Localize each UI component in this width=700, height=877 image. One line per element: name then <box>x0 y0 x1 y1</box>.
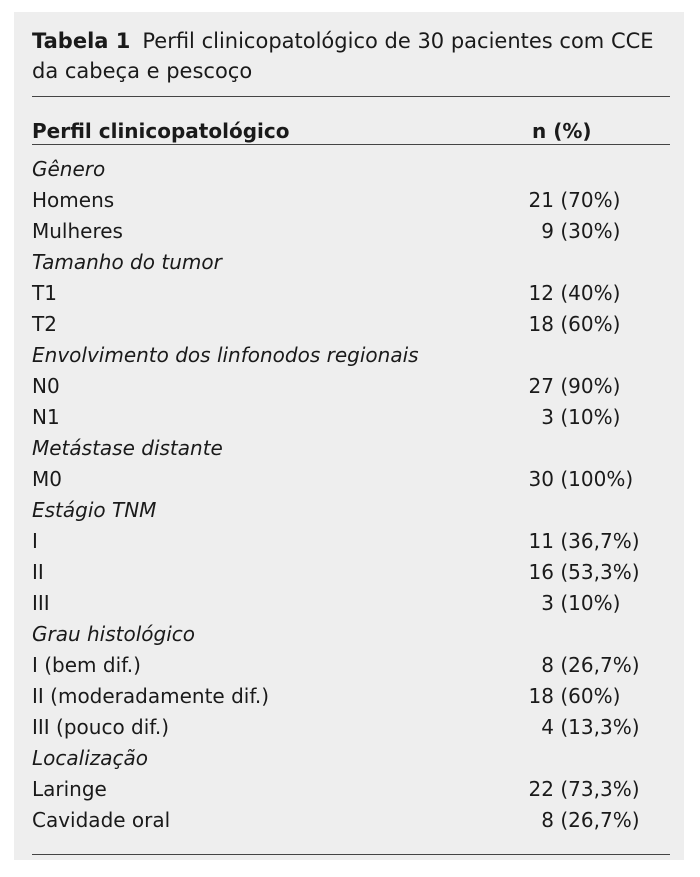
row-percent: (10%) <box>560 405 621 429</box>
table-row <box>32 185 670 216</box>
row-value <box>492 712 640 743</box>
row-label: M0 <box>32 467 62 491</box>
row-label: II <box>32 560 44 584</box>
row-label: I <box>32 529 38 553</box>
group-heading <box>32 495 670 526</box>
row-percent: (100%) <box>560 467 634 491</box>
row-percent: (53,3%) <box>560 560 640 584</box>
row-count: 30 <box>528 467 554 491</box>
row-label: T1 <box>32 281 57 305</box>
row-percent: (40%) <box>560 281 621 305</box>
table-caption <box>32 26 672 86</box>
row-percent: (73,3%) <box>560 777 640 801</box>
group-label: Metástase distante <box>32 436 223 460</box>
row-percent: (10%) <box>560 591 621 615</box>
caption-text: Perfil clinicopatológico de 30 pacientes com CCE da cabeça e pescoço <box>32 29 654 83</box>
group-label: Tamanho do tumor <box>32 250 222 274</box>
group-heading <box>32 433 670 464</box>
table-row <box>32 805 670 836</box>
row-value <box>492 681 632 712</box>
row-percent: (30%) <box>560 219 621 243</box>
row-value <box>492 464 632 495</box>
row-count: 8 <box>541 653 554 677</box>
row-value <box>492 216 632 247</box>
row-label: N0 <box>32 374 60 398</box>
row-count: 3 <box>541 591 554 615</box>
table-row <box>32 681 670 712</box>
row-label: II (moderadamente dif.) <box>32 684 270 708</box>
group-heading <box>32 247 670 278</box>
table-header <box>32 116 670 146</box>
row-value <box>492 309 632 340</box>
table-row <box>32 278 670 309</box>
row-percent: (60%) <box>560 684 621 708</box>
table-row <box>32 464 670 495</box>
row-count: 27 <box>528 374 554 398</box>
table-row <box>32 774 670 805</box>
group-label: Localização <box>32 746 148 770</box>
caption-label: Tabela 1 <box>32 29 131 53</box>
row-percent: (26,7%) <box>560 808 640 832</box>
row-percent: (60%) <box>560 312 621 336</box>
row-value <box>492 650 640 681</box>
group-label: Gênero <box>32 157 106 181</box>
row-count: 18 <box>528 312 554 336</box>
header-profile: Perfil clinicopatológico <box>32 119 290 143</box>
header-n-percent: n (%) <box>532 119 592 143</box>
table-row <box>32 526 670 557</box>
row-label: III (pouco dif.) <box>32 715 170 739</box>
row-value <box>492 557 640 588</box>
row-count: 3 <box>541 405 554 429</box>
row-count: 8 <box>541 808 554 832</box>
row-percent: (36,7%) <box>560 529 640 553</box>
row-value <box>492 278 632 309</box>
row-value <box>492 402 632 433</box>
table-row <box>32 216 670 247</box>
row-label: Homens <box>32 188 115 212</box>
table-row <box>32 402 670 433</box>
row-percent: (90%) <box>560 374 621 398</box>
row-count: 4 <box>541 715 554 739</box>
row-count: 9 <box>541 219 554 243</box>
row-count: 16 <box>528 560 554 584</box>
bottom-rule <box>32 854 670 855</box>
row-label: N1 <box>32 405 60 429</box>
row-count: 12 <box>528 281 554 305</box>
table-row <box>32 557 670 588</box>
header-rule <box>32 144 670 145</box>
row-percent: (70%) <box>560 188 621 212</box>
table-row <box>32 371 670 402</box>
row-count: 11 <box>528 529 554 553</box>
table-panel <box>14 12 684 860</box>
row-percent: (13,3%) <box>560 715 640 739</box>
group-label: Envolvimento dos linfonodos regionais <box>32 343 419 367</box>
table-row <box>32 712 670 743</box>
row-value <box>492 185 632 216</box>
table-row <box>32 588 670 619</box>
top-rule <box>32 96 670 97</box>
group-label: Grau histológico <box>32 622 196 646</box>
group-heading <box>32 619 670 650</box>
group-heading <box>32 743 670 774</box>
table-row <box>32 650 670 681</box>
group-heading <box>32 340 670 371</box>
row-percent: (26,7%) <box>560 653 640 677</box>
row-count: 21 <box>528 188 554 212</box>
row-count: 18 <box>528 684 554 708</box>
group-label: Estágio TNM <box>32 498 157 522</box>
row-value <box>492 805 640 836</box>
row-label: Cavidade oral <box>32 808 171 832</box>
row-label: Laringe <box>32 777 107 801</box>
row-value <box>492 371 632 402</box>
table-row <box>32 309 670 340</box>
group-heading <box>32 154 670 185</box>
row-count: 22 <box>528 777 554 801</box>
row-value <box>492 588 632 619</box>
row-label: T2 <box>32 312 57 336</box>
row-value <box>492 774 640 805</box>
table-body <box>32 154 670 836</box>
row-label: Mulheres <box>32 219 123 243</box>
row-label: I (bem dif.) <box>32 653 141 677</box>
row-value <box>492 526 640 557</box>
row-label: III <box>32 591 50 615</box>
